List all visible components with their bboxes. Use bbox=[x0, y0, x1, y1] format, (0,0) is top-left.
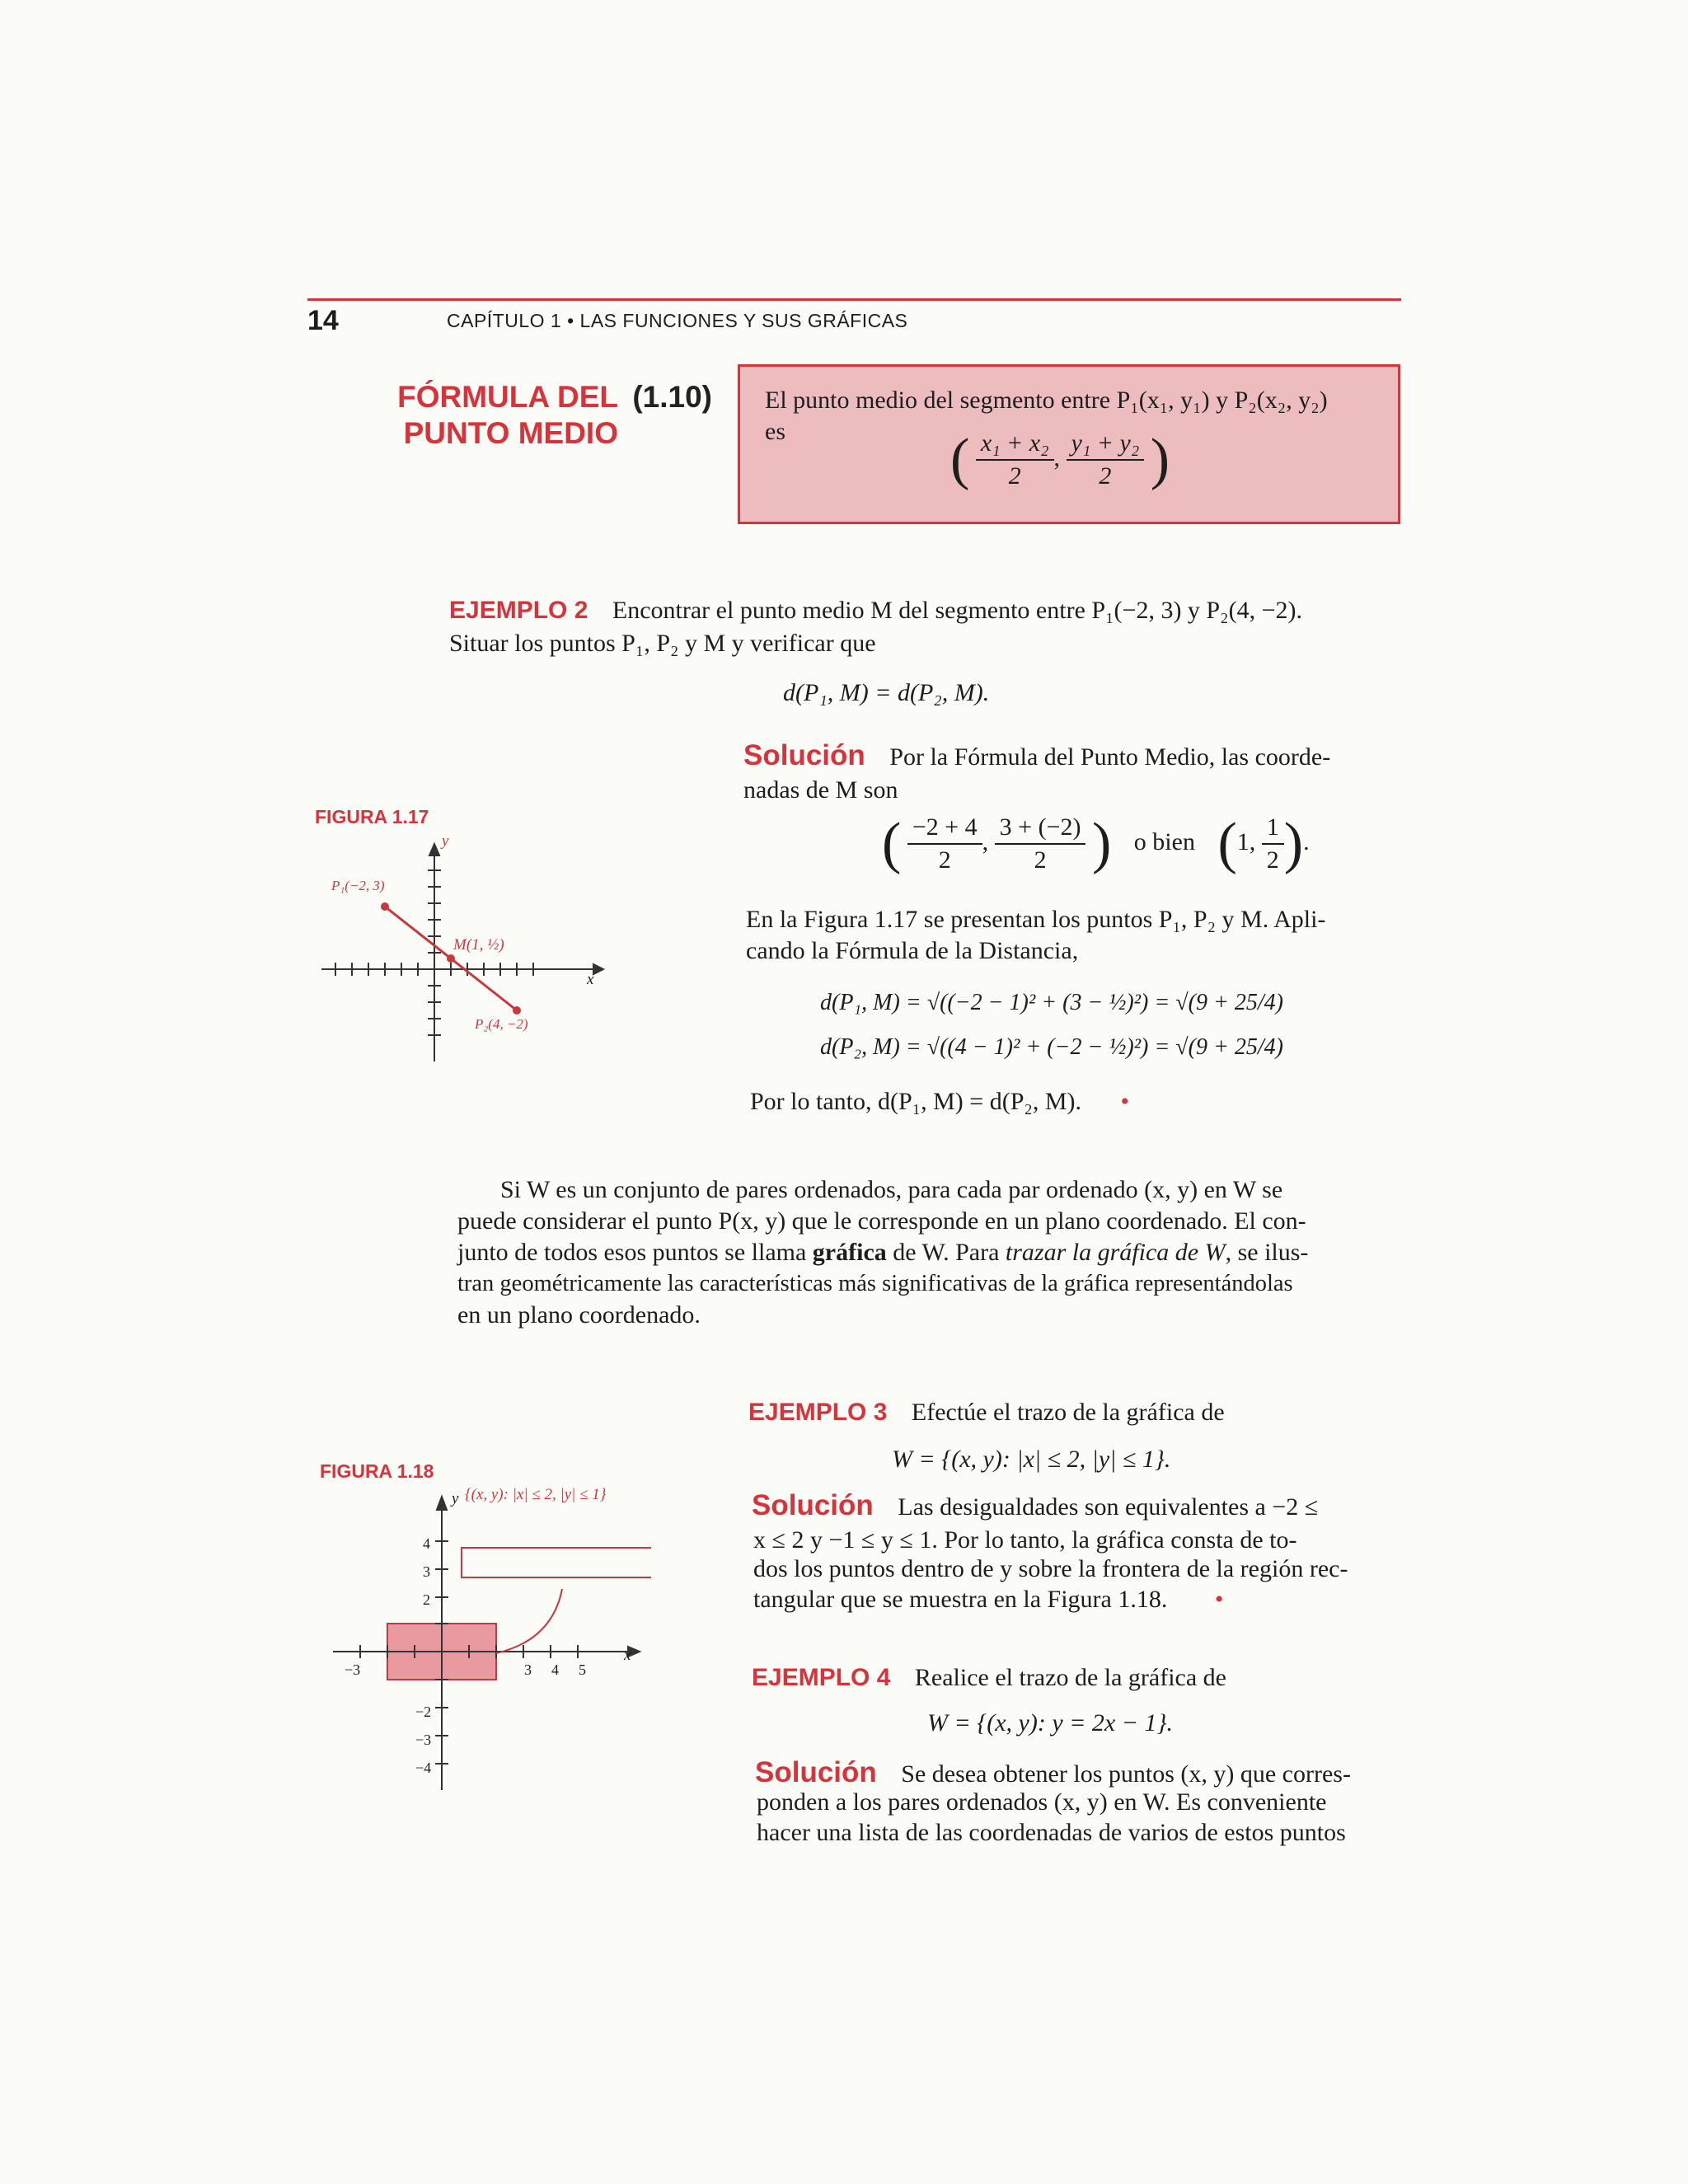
frac-a-den: 2 bbox=[938, 846, 951, 874]
ejemplo3-s4-line bbox=[753, 1584, 1223, 1615]
figure118-label: FIGURA 1.18 bbox=[320, 1460, 434, 1482]
paragraph-line3a: junto de todos esos puntos se llama bbox=[457, 1239, 813, 1266]
ejemplo2-fig-text1: En la Figura 1.17 se presentan los puntos P₁, P₂ y M. Apli- bbox=[746, 906, 1326, 933]
ejemplo3-text: Efectúe el trazo de la gráfica de bbox=[911, 1399, 1225, 1426]
formula-title-text: FÓRMULA DEL PUNTO MEDIO bbox=[397, 380, 618, 450]
formula-num1: x₁ + x₂ bbox=[976, 428, 1054, 461]
result-num: 1 bbox=[1262, 812, 1284, 845]
formula-box bbox=[738, 364, 1400, 524]
ejemplo3-s4: tangular que se muestra en la Figura 1.18. bbox=[753, 1586, 1168, 1613]
fig118-callout: {(x, y): |x| ≤ 2, |y| ≤ 1} bbox=[465, 1486, 607, 1503]
ejemplo4-equation: W = {(x, y): y = 2x − 1}. bbox=[927, 1709, 1173, 1736]
ejemplo3-solution-label: Solución bbox=[752, 1489, 874, 1521]
distance-1: d(P₁, M) = √((−2 − 1)² + (3 − ½)²) = √(9 + 25/4) bbox=[820, 990, 1283, 1015]
page-number: 14 bbox=[307, 305, 339, 336]
frac-b-num: 3 + (−2) bbox=[995, 812, 1086, 845]
graph-paragraph bbox=[457, 1174, 1414, 1331]
ejemplo2-conclusion-text: Por lo tanto, d(P₁, M) = d(P₂, M). bbox=[750, 1088, 1082, 1115]
o-bien: o bien bbox=[1133, 827, 1195, 855]
fig118-ytick-2: 2 bbox=[423, 1591, 430, 1608]
paragraph-line1: Si W es un conjunto de pares ordenados, para cada par ordenado (x, y) en W se bbox=[500, 1176, 1283, 1203]
fig117-p1-point bbox=[381, 902, 389, 911]
formula-line2: es bbox=[765, 418, 785, 445]
result-den: 2 bbox=[1266, 846, 1279, 874]
formula-line1: El punto medio del segmento entre P₁(x₁, y₁) y P₂(x₂, y₂) bbox=[765, 387, 1328, 414]
frac-b-den: 2 bbox=[1034, 846, 1047, 874]
fig118-y-ticks-upper bbox=[423, 1530, 430, 1614]
fig118-y-ticks-lower bbox=[415, 1698, 431, 1782]
ejemplo2-solution-line1 bbox=[743, 740, 1330, 773]
midpoint-computation: ( $\frac{-2 + 4}{2}$ , $\frac{3 + (-2)}{2}$ ) o bien (1, $\frac{1}{2}$ ). bbox=[882, 812, 1310, 875]
ejemplo2-sol-text1: Por la Fórmula del Punto Medio, las coorde- bbox=[889, 743, 1331, 771]
ejemplo4-s2: ponden a los pares ordenados (x, y) en W. Es conveniente bbox=[757, 1788, 1327, 1816]
fig117-p1-label: P₁(−2, 3) bbox=[331, 878, 385, 893]
fig118-ytick-neg3: −3 bbox=[415, 1732, 432, 1748]
fig118-xtick-5: 5 bbox=[579, 1661, 586, 1678]
fig118-ytick-neg2: −2 bbox=[415, 1704, 432, 1720]
fig118-ytick-4: 4 bbox=[423, 1535, 430, 1552]
fig118-ytick-3: 3 bbox=[423, 1563, 430, 1580]
ejemplo4-solution-label: Solución bbox=[755, 1756, 877, 1788]
midpoint-formula: ( $\frac{\text{x₁ + x₂}}{2}$ , $\frac{\text{y₁ + y₂}}{2}$ ) bbox=[950, 428, 1170, 491]
fig117-m-label: M(1, ½) bbox=[453, 936, 504, 954]
paragraph-line3e: , se ilus- bbox=[1225, 1239, 1309, 1266]
ejemplo3-solution-line1 bbox=[752, 1490, 1318, 1523]
paragraph-line5: en un plano coordenado. bbox=[457, 1301, 701, 1329]
ejemplo4-label: EJEMPLO 4 bbox=[752, 1664, 891, 1691]
ejemplo3-line1 bbox=[748, 1397, 1225, 1428]
ejemplo3-s2: x ≤ 2 y −1 ≤ y ≤ 1. Por lo tanto, la gráfica consta de to- bbox=[753, 1526, 1297, 1554]
fig118-ytick-neg4: −4 bbox=[415, 1760, 432, 1776]
formula-den1: 2 bbox=[1008, 462, 1021, 490]
ejemplo4-solution-line1 bbox=[755, 1757, 1351, 1790]
fig117-p2-point bbox=[513, 1006, 521, 1015]
paragraph-line2: puede considerar el punto P(x, y) que le corresponde en un plano coordenado. El con- bbox=[457, 1207, 1306, 1235]
ejemplo3-label: EJEMPLO 3 bbox=[748, 1399, 888, 1426]
header-rule bbox=[307, 298, 1401, 301]
figure117-label: FIGURA 1.17 bbox=[315, 806, 429, 827]
paragraph-line4: tran geométricamente las características más significativas de la gráfica representándolas bbox=[457, 1271, 1293, 1296]
fig117-y-arrow bbox=[429, 844, 439, 855]
ejemplo3-s3: dos los puntos dentro de y sobre la frontera de la región rec- bbox=[753, 1555, 1348, 1582]
fig118-callout-box bbox=[462, 1548, 651, 1577]
distance-2: d(P₂, M) = √((4 − 1)² + (−2 − ½)²) = √(9 + 25/4) bbox=[820, 1034, 1283, 1060]
ejemplo3-equation: W = {(x, y): |x| ≤ 2, |y| ≤ 1}. bbox=[892, 1446, 1171, 1473]
ejemplo3-end-mark: • bbox=[1214, 1586, 1224, 1613]
ejemplo2-fig-text2: cando la Fórmula de la Distancia, bbox=[746, 937, 1079, 964]
ejemplo2-equation: d(P₁, M) = d(P₂, M). bbox=[783, 679, 990, 706]
frac-a-num: −2 + 4 bbox=[907, 812, 982, 845]
fig117-x-arrow bbox=[593, 964, 603, 974]
ejemplo3-s1: Las desigualdades son equivalentes a −2 ≤ bbox=[898, 1493, 1319, 1521]
ejemplo2-end-mark: • bbox=[1120, 1088, 1130, 1115]
formula-den2: 2 bbox=[1099, 462, 1112, 490]
ejemplo2-conclusion bbox=[750, 1086, 1129, 1118]
fig118-y-arrow bbox=[437, 1497, 447, 1510]
figure118-graph bbox=[321, 1492, 651, 1805]
chapter-title: CAPÍTULO 1 • LAS FUNCIONES Y SUS GRÁFICAS bbox=[447, 310, 908, 331]
paragraph-line3c: de W. Para bbox=[886, 1239, 1006, 1266]
fig117-x-label: x bbox=[587, 971, 594, 988]
formula-num2: y₁ + y₂ bbox=[1067, 428, 1145, 461]
ejemplo2-sol-text2: nadas de M son bbox=[743, 776, 898, 804]
fig118-xtick-neg3: −3 bbox=[345, 1661, 361, 1678]
fig117-y-label: y bbox=[442, 832, 449, 850]
fig117-m-point bbox=[447, 954, 455, 963]
fig118-y-label: y bbox=[452, 1490, 459, 1507]
ejemplo4-line1 bbox=[752, 1662, 1226, 1694]
fig118-x-label: x bbox=[624, 1647, 631, 1664]
fig118-xtick-3: 3 bbox=[524, 1661, 532, 1678]
fig118-callout-leader bbox=[496, 1589, 562, 1653]
fig118-xtick-4: 4 bbox=[551, 1661, 559, 1678]
result-x: 1, bbox=[1236, 827, 1256, 855]
ejemplo2-text2: Situar los puntos P₁, P₂ y M y verificar que bbox=[449, 630, 876, 657]
figure117-graph bbox=[313, 841, 610, 1071]
paragraph-grafica: gráfica bbox=[812, 1239, 887, 1266]
ejemplo4-s1: Se desea obtener los puntos (x, y) que corres- bbox=[901, 1760, 1351, 1788]
formula-number: (1.10) bbox=[632, 380, 712, 414]
paragraph-line3 bbox=[457, 1237, 1414, 1268]
ejemplo4-text: Realice el trazo de la gráfica de bbox=[914, 1664, 1226, 1691]
ejemplo2-solution-label: Solución bbox=[743, 739, 865, 771]
ejemplo2-text1: Encontrar el punto medio M del segmento entre P₁(−2, 3) y P₂(4, −2). bbox=[612, 597, 1302, 624]
formula-title bbox=[305, 379, 717, 452]
ejemplo4-s3: hacer una lista de las coordenadas de varios de estos puntos bbox=[757, 1819, 1346, 1846]
fig117-p2-label: P₂(4, −2) bbox=[475, 1016, 528, 1032]
paragraph-trazar: trazar la gráfica de W bbox=[1005, 1239, 1226, 1266]
ejemplo2-line1 bbox=[449, 595, 1302, 626]
ejemplo2-label: EJEMPLO 2 bbox=[449, 597, 588, 624]
